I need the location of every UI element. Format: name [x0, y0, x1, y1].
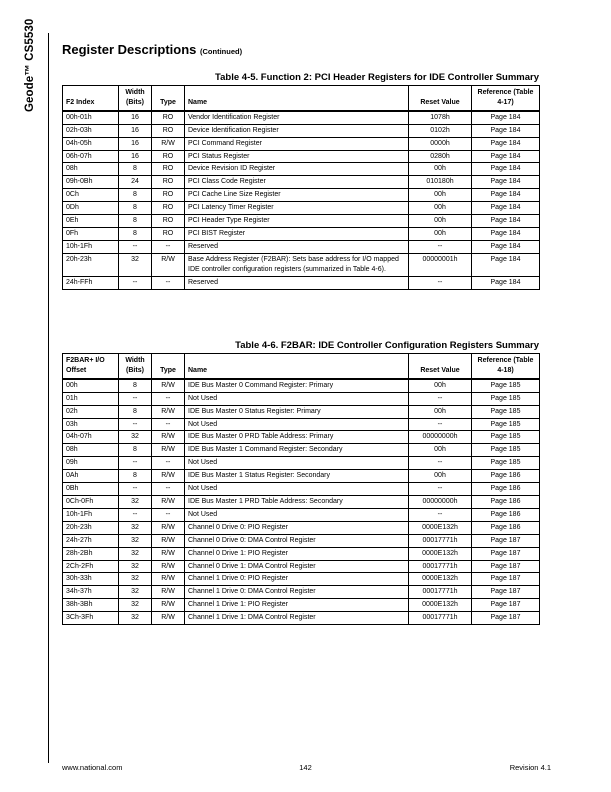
name-cell: Channel 0 Drive 1: DMA Control Register: [185, 560, 409, 573]
width-cell: 32: [119, 612, 152, 625]
reference-cell: Page 184: [472, 111, 540, 124]
reset-value-cell: 00h: [409, 379, 472, 392]
name-cell: Channel 1 Drive 1: PIO Register: [185, 599, 409, 612]
name-cell: PCI Class Code Register: [185, 176, 409, 189]
type-cell: --: [152, 457, 185, 470]
type-cell: RO: [152, 215, 185, 228]
table-row: [63, 495, 540, 508]
name-cell: IDE Bus Master 0 PRD Table Address: Primary: [185, 431, 409, 444]
table-row: [63, 418, 540, 431]
reference-cell: Page 186: [472, 508, 540, 521]
reference-cell: Page 187: [472, 599, 540, 612]
section-continued-note: (Continued): [200, 47, 243, 56]
width-cell: 8: [119, 444, 152, 457]
register-offset-cell: 0Dh: [63, 202, 119, 215]
width-cell: 8: [119, 189, 152, 202]
register-offset-cell: 24h-27h: [63, 534, 119, 547]
reset-value-cell: 00h: [409, 202, 472, 215]
name-cell: IDE Bus Master 1 PRD Table Address: Secondary: [185, 495, 409, 508]
width-cell: 32: [119, 253, 152, 276]
type-cell: --: [152, 240, 185, 253]
reference-cell: Page 185: [472, 405, 540, 418]
width-cell: 8: [119, 163, 152, 176]
type-cell: RO: [152, 150, 185, 163]
reference-cell: Page 184: [472, 150, 540, 163]
reference-cell: Page 184: [472, 227, 540, 240]
reset-value-cell: 0280h: [409, 150, 472, 163]
width-cell: 32: [119, 599, 152, 612]
type-cell: R/W: [152, 444, 185, 457]
reset-value-cell: --: [409, 418, 472, 431]
reset-value-cell: 00000001h: [409, 253, 472, 276]
reference-cell: Page 186: [472, 495, 540, 508]
name-cell: Not Used: [185, 392, 409, 405]
name-cell: Channel 0 Drive 0: DMA Control Register: [185, 534, 409, 547]
type-cell: R/W: [152, 495, 185, 508]
column-header: Reset Value: [409, 86, 472, 111]
register-offset-cell: 0Ch: [63, 189, 119, 202]
table-row: [63, 176, 540, 189]
type-cell: R/W: [152, 599, 185, 612]
reset-value-cell: --: [409, 508, 472, 521]
pci-header-registers-table: [62, 85, 540, 290]
reference-cell: Page 184: [472, 202, 540, 215]
width-cell: 32: [119, 573, 152, 586]
table-row: [63, 163, 540, 176]
register-offset-cell: 08h: [63, 444, 119, 457]
name-cell: PCI Cache Line Size Register: [185, 189, 409, 202]
reset-value-cell: 00h: [409, 215, 472, 228]
table-row: [63, 444, 540, 457]
width-cell: --: [119, 392, 152, 405]
column-header: Reset Value: [409, 354, 472, 379]
table-row: [63, 547, 540, 560]
table-row: [63, 405, 540, 418]
width-cell: 32: [119, 431, 152, 444]
name-cell: Channel 1 Drive 0: PIO Register: [185, 573, 409, 586]
column-header: Type: [152, 86, 185, 111]
type-cell: --: [152, 392, 185, 405]
footer-website: www.national.com: [62, 763, 123, 772]
reset-value-cell: --: [409, 483, 472, 496]
reference-cell: Page 185: [472, 418, 540, 431]
reference-cell: Page 184: [472, 163, 540, 176]
type-cell: --: [152, 276, 185, 289]
type-cell: R/W: [152, 560, 185, 573]
table-body: [63, 379, 540, 625]
reference-cell: Page 187: [472, 560, 540, 573]
register-offset-cell: 08h: [63, 163, 119, 176]
name-cell: IDE Bus Master 1 Status Register: Secondary: [185, 470, 409, 483]
table-row: [63, 457, 540, 470]
reference-cell: Page 187: [472, 534, 540, 547]
type-cell: --: [152, 418, 185, 431]
table-row: [63, 573, 540, 586]
register-offset-cell: 02h-03h: [63, 124, 119, 137]
reset-value-cell: 00h: [409, 227, 472, 240]
reset-value-cell: 0000E132h: [409, 547, 472, 560]
table-row: [63, 612, 540, 625]
width-cell: 32: [119, 495, 152, 508]
reference-cell: Page 184: [472, 124, 540, 137]
width-cell: 16: [119, 111, 152, 124]
reset-value-cell: 00h: [409, 470, 472, 483]
reference-cell: Page 184: [472, 215, 540, 228]
name-cell: Channel 0 Drive 0: PIO Register: [185, 521, 409, 534]
type-cell: RO: [152, 111, 185, 124]
width-cell: --: [119, 240, 152, 253]
register-offset-cell: 02h: [63, 405, 119, 418]
type-cell: R/W: [152, 470, 185, 483]
register-offset-cell: 34h-37h: [63, 586, 119, 599]
reference-cell: Page 184: [472, 253, 540, 276]
name-cell: IDE Bus Master 0 Command Register: Primary: [185, 379, 409, 392]
type-cell: R/W: [152, 379, 185, 392]
width-cell: 8: [119, 379, 152, 392]
register-offset-cell: 20h-23h: [63, 521, 119, 534]
table-row: [63, 189, 540, 202]
type-cell: R/W: [152, 586, 185, 599]
width-cell: 16: [119, 150, 152, 163]
table-row: [63, 483, 540, 496]
table-row: [63, 253, 540, 276]
reset-value-cell: 00000000h: [409, 495, 472, 508]
width-cell: 32: [119, 534, 152, 547]
reference-cell: Page 186: [472, 470, 540, 483]
register-offset-cell: 2Ch-2Fh: [63, 560, 119, 573]
column-header: Width (Bits): [119, 354, 152, 379]
reference-cell: Page 184: [472, 137, 540, 150]
name-cell: Device Identification Register: [185, 124, 409, 137]
register-offset-cell: 00h-01h: [63, 111, 119, 124]
table-row: [63, 470, 540, 483]
name-cell: Not Used: [185, 457, 409, 470]
reset-value-cell: 00017771h: [409, 586, 472, 599]
table-row: [63, 240, 540, 253]
width-cell: 32: [119, 521, 152, 534]
type-cell: RO: [152, 124, 185, 137]
side-divider: [48, 33, 49, 763]
reset-value-cell: --: [409, 392, 472, 405]
table-row: [63, 534, 540, 547]
name-cell: PCI Header Type Register: [185, 215, 409, 228]
width-cell: 16: [119, 124, 152, 137]
name-cell: PCI Status Register: [185, 150, 409, 163]
table-row: [63, 124, 540, 137]
name-cell: Reserved: [185, 240, 409, 253]
table-row: [63, 150, 540, 163]
reset-value-cell: --: [409, 240, 472, 253]
column-header: F2 Index: [63, 86, 119, 111]
width-cell: 8: [119, 202, 152, 215]
table-4-5-caption: Table 4-5. Function 2: PCI Header Registers for IDE Controller Summary: [215, 72, 539, 83]
reference-cell: Page 184: [472, 176, 540, 189]
register-offset-cell: 04h-07h: [63, 431, 119, 444]
width-cell: 24: [119, 176, 152, 189]
table-row: [63, 111, 540, 124]
width-cell: --: [119, 508, 152, 521]
footer-page-number: 142: [299, 763, 312, 772]
width-cell: --: [119, 483, 152, 496]
reference-cell: Page 184: [472, 189, 540, 202]
width-cell: --: [119, 418, 152, 431]
register-offset-cell: 04h-05h: [63, 137, 119, 150]
type-cell: RO: [152, 163, 185, 176]
column-header: Type: [152, 354, 185, 379]
register-offset-cell: 0Ch-0Fh: [63, 495, 119, 508]
table-4-6-caption: Table 4-6. F2BAR: IDE Controller Configuration Registers Summary: [235, 340, 539, 351]
name-cell: Reserved: [185, 276, 409, 289]
name-cell: Device Revision ID Register: [185, 163, 409, 176]
reset-value-cell: 0000h: [409, 137, 472, 150]
type-cell: --: [152, 483, 185, 496]
type-cell: R/W: [152, 573, 185, 586]
section-heading: [62, 42, 242, 57]
table-row: [63, 586, 540, 599]
table-row: [63, 508, 540, 521]
table-row: [63, 202, 540, 215]
type-cell: R/W: [152, 253, 185, 276]
width-cell: 32: [119, 560, 152, 573]
type-cell: R/W: [152, 521, 185, 534]
name-cell: Not Used: [185, 508, 409, 521]
table-row: [63, 521, 540, 534]
name-cell: PCI BIST Register: [185, 227, 409, 240]
width-cell: 32: [119, 547, 152, 560]
register-offset-cell: 0Fh: [63, 227, 119, 240]
name-cell: Not Used: [185, 418, 409, 431]
reference-cell: Page 187: [472, 547, 540, 560]
reference-cell: Page 185: [472, 379, 540, 392]
table-body: [63, 111, 540, 289]
reset-value-cell: 0102h: [409, 124, 472, 137]
table-row: [63, 560, 540, 573]
name-cell: Channel 1 Drive 0: DMA Control Register: [185, 586, 409, 599]
register-offset-cell: 09h: [63, 457, 119, 470]
reset-value-cell: 0000E132h: [409, 573, 472, 586]
name-cell: Channel 0 Drive 1: PIO Register: [185, 547, 409, 560]
reset-value-cell: 00000000h: [409, 431, 472, 444]
width-cell: 8: [119, 215, 152, 228]
table-row: [63, 137, 540, 150]
type-cell: --: [152, 508, 185, 521]
reset-value-cell: 0000E132h: [409, 521, 472, 534]
width-cell: --: [119, 276, 152, 289]
column-header: Reference (Table 4-17): [472, 86, 540, 111]
column-header: F2BAR+ I/O Offset: [63, 354, 119, 379]
table-row: [63, 599, 540, 612]
register-offset-cell: 01h: [63, 392, 119, 405]
register-offset-cell: 10h-1Fh: [63, 508, 119, 521]
register-offset-cell: 03h: [63, 418, 119, 431]
register-offset-cell: 00h: [63, 379, 119, 392]
table-row: [63, 276, 540, 289]
table-row: [63, 379, 540, 392]
type-cell: R/W: [152, 405, 185, 418]
register-offset-cell: 10h-1Fh: [63, 240, 119, 253]
type-cell: RO: [152, 227, 185, 240]
register-offset-cell: 28h-2Bh: [63, 547, 119, 560]
column-header: Name: [185, 354, 409, 379]
footer-revision: Revision 4.1: [509, 763, 551, 772]
reset-value-cell: 00017771h: [409, 612, 472, 625]
reference-cell: Page 187: [472, 612, 540, 625]
register-offset-cell: 3Ch-3Fh: [63, 612, 119, 625]
document-side-title: Geode™ CS5530: [24, 18, 36, 112]
register-offset-cell: 0Ah: [63, 470, 119, 483]
type-cell: R/W: [152, 534, 185, 547]
reference-cell: Page 185: [472, 392, 540, 405]
name-cell: Channel 1 Drive 1: DMA Control Register: [185, 612, 409, 625]
register-offset-cell: 24h-FFh: [63, 276, 119, 289]
register-offset-cell: 30h-33h: [63, 573, 119, 586]
name-cell: PCI Latency Timer Register: [185, 202, 409, 215]
table-row: [63, 227, 540, 240]
register-offset-cell: 09h-0Bh: [63, 176, 119, 189]
name-cell: Vendor Identification Register: [185, 111, 409, 124]
reference-cell: Page 184: [472, 240, 540, 253]
reset-value-cell: 00017771h: [409, 560, 472, 573]
reference-cell: Page 186: [472, 483, 540, 496]
type-cell: R/W: [152, 547, 185, 560]
reset-value-cell: 1078h: [409, 111, 472, 124]
width-cell: 8: [119, 470, 152, 483]
table-row: [63, 392, 540, 405]
width-cell: 8: [119, 405, 152, 418]
reset-value-cell: 00h: [409, 163, 472, 176]
reset-value-cell: --: [409, 457, 472, 470]
type-cell: R/W: [152, 137, 185, 150]
name-cell: PCI Command Register: [185, 137, 409, 150]
table-header-row: [63, 86, 540, 111]
reference-cell: Page 185: [472, 431, 540, 444]
type-cell: R/W: [152, 612, 185, 625]
reset-value-cell: --: [409, 276, 472, 289]
type-cell: RO: [152, 176, 185, 189]
reset-value-cell: 00h: [409, 189, 472, 202]
register-offset-cell: 20h-23h: [63, 253, 119, 276]
reference-cell: Page 185: [472, 444, 540, 457]
column-header: Reference (Table 4-18): [472, 354, 540, 379]
reference-cell: Page 187: [472, 586, 540, 599]
column-header: Name: [185, 86, 409, 111]
name-cell: Not Used: [185, 483, 409, 496]
type-cell: R/W: [152, 431, 185, 444]
reset-value-cell: 0000E132h: [409, 599, 472, 612]
type-cell: RO: [152, 202, 185, 215]
reset-value-cell: 010180h: [409, 176, 472, 189]
register-offset-cell: 06h-07h: [63, 150, 119, 163]
reference-cell: Page 187: [472, 573, 540, 586]
reset-value-cell: 00017771h: [409, 534, 472, 547]
name-cell: IDE Bus Master 1 Command Register: Secondary: [185, 444, 409, 457]
table-row: [63, 431, 540, 444]
section-heading-text: Register Descriptions: [62, 42, 197, 57]
reset-value-cell: 00h: [409, 444, 472, 457]
reference-cell: Page 185: [472, 457, 540, 470]
table-row: [63, 215, 540, 228]
register-offset-cell: 38h-3Bh: [63, 599, 119, 612]
width-cell: --: [119, 457, 152, 470]
name-cell: IDE Bus Master 0 Status Register: Primary: [185, 405, 409, 418]
type-cell: RO: [152, 189, 185, 202]
register-offset-cell: 0Eh: [63, 215, 119, 228]
reference-cell: Page 184: [472, 276, 540, 289]
table-header-row: [63, 354, 540, 379]
reference-cell: Page 186: [472, 521, 540, 534]
register-offset-cell: 0Bh: [63, 483, 119, 496]
width-cell: 16: [119, 137, 152, 150]
width-cell: 8: [119, 227, 152, 240]
width-cell: 32: [119, 586, 152, 599]
name-cell: Base Address Register (F2BAR): Sets base address for I/O mapped IDE controller configuration registers (summarized in Table 4-6).: [185, 253, 409, 276]
column-header: Width (Bits): [119, 86, 152, 111]
reset-value-cell: 00h: [409, 405, 472, 418]
ide-controller-config-registers-table: [62, 353, 540, 625]
